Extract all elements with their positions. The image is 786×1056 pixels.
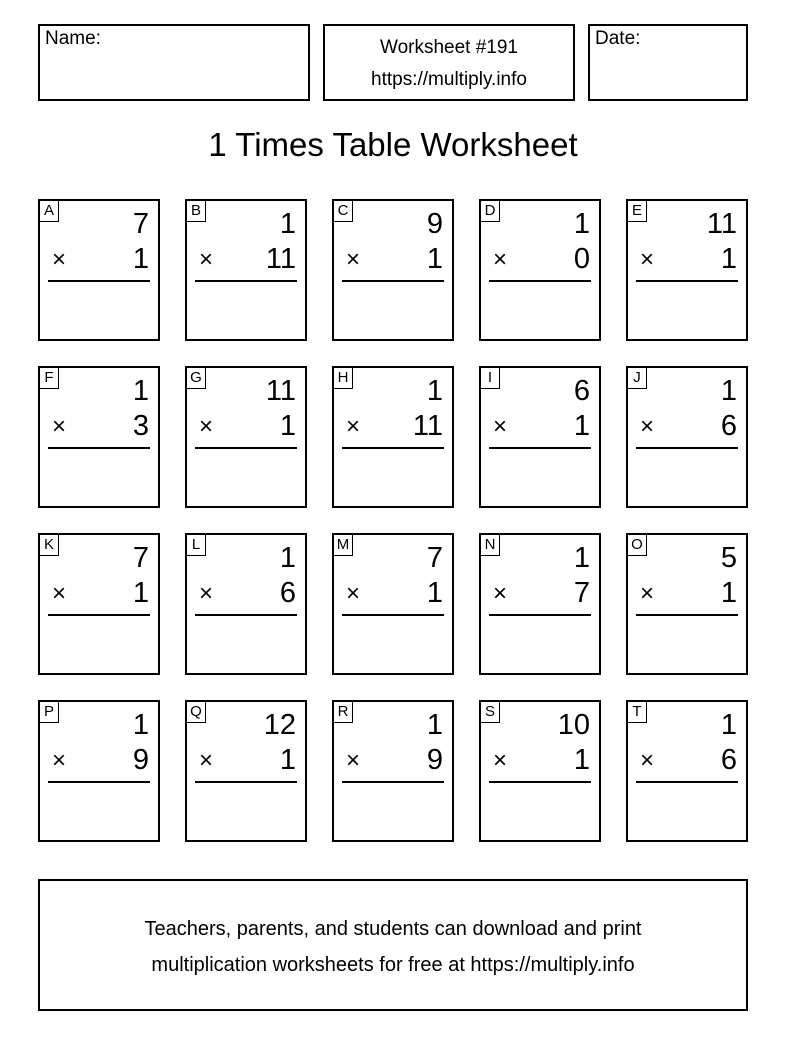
problem-card-e[interactable] bbox=[626, 199, 748, 341]
answer-line bbox=[342, 781, 444, 783]
footer-box bbox=[38, 879, 748, 1011]
multiplier: 3 bbox=[132, 410, 149, 442]
problem-letter: N bbox=[480, 534, 500, 556]
multiplier: 7 bbox=[573, 577, 590, 609]
multiply-sign-icon: × bbox=[493, 413, 508, 440]
answer-line bbox=[195, 280, 297, 282]
answer-line bbox=[342, 447, 444, 449]
problem-letter: K bbox=[39, 534, 59, 556]
multiplier: 0 bbox=[573, 243, 590, 275]
multiply-sign-icon: × bbox=[199, 747, 214, 774]
name-field-box[interactable] bbox=[38, 24, 310, 101]
problem-card-m[interactable] bbox=[332, 533, 454, 675]
date-field-box[interactable] bbox=[588, 24, 748, 101]
problem-card-g[interactable] bbox=[185, 366, 307, 508]
problem-letter: M bbox=[333, 534, 353, 556]
multiplicand: 9 bbox=[426, 208, 443, 240]
multiply-sign-icon: × bbox=[493, 246, 508, 273]
problem-letter: Q bbox=[186, 701, 206, 723]
multiplicand: 1 bbox=[720, 709, 737, 741]
problem-card-a[interactable] bbox=[38, 199, 160, 341]
multiply-sign-icon: × bbox=[199, 413, 214, 440]
multiplicand: 7 bbox=[132, 542, 149, 574]
multiplicand: 6 bbox=[573, 375, 590, 407]
problem-letter: H bbox=[333, 367, 353, 389]
problem-card-t[interactable] bbox=[626, 700, 748, 842]
multiplier: 6 bbox=[279, 577, 296, 609]
multiplicand: 1 bbox=[573, 208, 590, 240]
multiply-sign-icon: × bbox=[640, 580, 655, 607]
multiply-sign-icon: × bbox=[640, 413, 655, 440]
problem-letter: D bbox=[480, 200, 500, 222]
problem-letter: S bbox=[480, 701, 500, 723]
multiply-sign-icon: × bbox=[346, 580, 361, 607]
multiplier: 1 bbox=[573, 410, 590, 442]
problem-card-r[interactable] bbox=[332, 700, 454, 842]
multiply-sign-icon: × bbox=[346, 413, 361, 440]
problem-card-n[interactable] bbox=[479, 533, 601, 675]
multiplier: 6 bbox=[720, 410, 737, 442]
footer-line-2: multiplication worksheets for free at https://multiply.info bbox=[151, 954, 635, 976]
multiplicand: 1 bbox=[279, 542, 296, 574]
multiply-sign-icon: × bbox=[199, 580, 214, 607]
answer-line bbox=[489, 781, 591, 783]
answer-line bbox=[489, 614, 591, 616]
problem-letter: J bbox=[627, 367, 647, 389]
multiply-sign-icon: × bbox=[346, 246, 361, 273]
problem-card-p[interactable] bbox=[38, 700, 160, 842]
problem-card-c[interactable] bbox=[332, 199, 454, 341]
multiplicand: 12 bbox=[263, 709, 296, 741]
multiply-sign-icon: × bbox=[346, 747, 361, 774]
multiplier: 1 bbox=[720, 243, 737, 275]
multiplier: 1 bbox=[720, 577, 737, 609]
answer-line bbox=[48, 280, 150, 282]
multiplicand: 7 bbox=[426, 542, 443, 574]
multiply-sign-icon: × bbox=[52, 747, 67, 774]
answer-line bbox=[48, 614, 150, 616]
problem-card-l[interactable] bbox=[185, 533, 307, 675]
problem-letter: E bbox=[627, 200, 647, 222]
problem-card-k[interactable] bbox=[38, 533, 160, 675]
multiplier: 1 bbox=[426, 243, 443, 275]
multiplicand: 10 bbox=[557, 709, 590, 741]
multiplicand: 11 bbox=[706, 208, 737, 240]
multiply-sign-icon: × bbox=[52, 580, 67, 607]
problem-letter: I bbox=[480, 367, 500, 389]
answer-line bbox=[48, 781, 150, 783]
multiply-sign-icon: × bbox=[493, 580, 508, 607]
problem-letter: L bbox=[186, 534, 206, 556]
footer-line-1: Teachers, parents, and students can download and print bbox=[144, 918, 642, 940]
multiplier: 9 bbox=[426, 744, 443, 776]
answer-line bbox=[342, 280, 444, 282]
problem-letter: P bbox=[39, 701, 59, 723]
multiplicand: 1 bbox=[132, 375, 149, 407]
problem-card-s[interactable] bbox=[479, 700, 601, 842]
problem-letter: B bbox=[186, 200, 206, 222]
problem-letter: A bbox=[39, 200, 59, 222]
multiplier: 6 bbox=[720, 744, 737, 776]
answer-line bbox=[636, 280, 738, 282]
multiplier: 1 bbox=[279, 744, 296, 776]
multiply-sign-icon: × bbox=[52, 413, 67, 440]
multiplier: 1 bbox=[132, 577, 149, 609]
problem-card-b[interactable] bbox=[185, 199, 307, 341]
multiplicand: 11 bbox=[265, 375, 296, 407]
problem-letter: C bbox=[333, 200, 353, 222]
multiplier: 1 bbox=[132, 243, 149, 275]
problem-card-h[interactable] bbox=[332, 366, 454, 508]
multiply-sign-icon: × bbox=[640, 246, 655, 273]
answer-line bbox=[195, 781, 297, 783]
problem-card-j[interactable] bbox=[626, 366, 748, 508]
multiplier: 11 bbox=[412, 410, 443, 442]
multiplicand: 7 bbox=[132, 208, 149, 240]
answer-line bbox=[636, 781, 738, 783]
worksheet-info-box bbox=[323, 24, 575, 101]
multiplier: 1 bbox=[426, 577, 443, 609]
answer-line bbox=[342, 614, 444, 616]
problem-letter: G bbox=[186, 367, 206, 389]
name-label: Name: bbox=[45, 28, 101, 49]
multiplier: 9 bbox=[132, 744, 149, 776]
worksheet-number: Worksheet #191 bbox=[379, 37, 518, 58]
problem-letter: R bbox=[333, 701, 353, 723]
page-title: 1 Times Table Worksheet bbox=[208, 126, 578, 163]
worksheet-url: https://multiply.info bbox=[371, 69, 527, 90]
multiply-sign-icon: × bbox=[640, 747, 655, 774]
answer-line bbox=[48, 447, 150, 449]
answer-line bbox=[195, 614, 297, 616]
problem-letter: O bbox=[627, 534, 647, 556]
problem-card-i[interactable] bbox=[479, 366, 601, 508]
answer-line bbox=[195, 447, 297, 449]
multiplier: 1 bbox=[573, 744, 590, 776]
multiplier: 11 bbox=[265, 243, 296, 275]
answer-line bbox=[636, 614, 738, 616]
multiplicand: 1 bbox=[279, 208, 296, 240]
problem-card-d[interactable] bbox=[479, 199, 601, 341]
answer-line bbox=[489, 447, 591, 449]
multiply-sign-icon: × bbox=[493, 747, 508, 774]
multiplicand: 1 bbox=[426, 709, 443, 741]
answer-line bbox=[489, 280, 591, 282]
multiplicand: 1 bbox=[573, 542, 590, 574]
date-label: Date: bbox=[595, 28, 641, 49]
problem-card-f[interactable] bbox=[38, 366, 160, 508]
multiply-sign-icon: × bbox=[199, 246, 214, 273]
multiplicand: 5 bbox=[720, 542, 737, 574]
problem-letter: T bbox=[627, 701, 647, 723]
problem-card-o[interactable] bbox=[626, 533, 748, 675]
multiplicand: 1 bbox=[426, 375, 443, 407]
multiplier: 1 bbox=[279, 410, 296, 442]
multiplicand: 1 bbox=[132, 709, 149, 741]
multiplicand: 1 bbox=[720, 375, 737, 407]
problem-letter: F bbox=[39, 367, 59, 389]
problem-card-q[interactable] bbox=[185, 700, 307, 842]
answer-line bbox=[636, 447, 738, 449]
multiply-sign-icon: × bbox=[52, 246, 67, 273]
